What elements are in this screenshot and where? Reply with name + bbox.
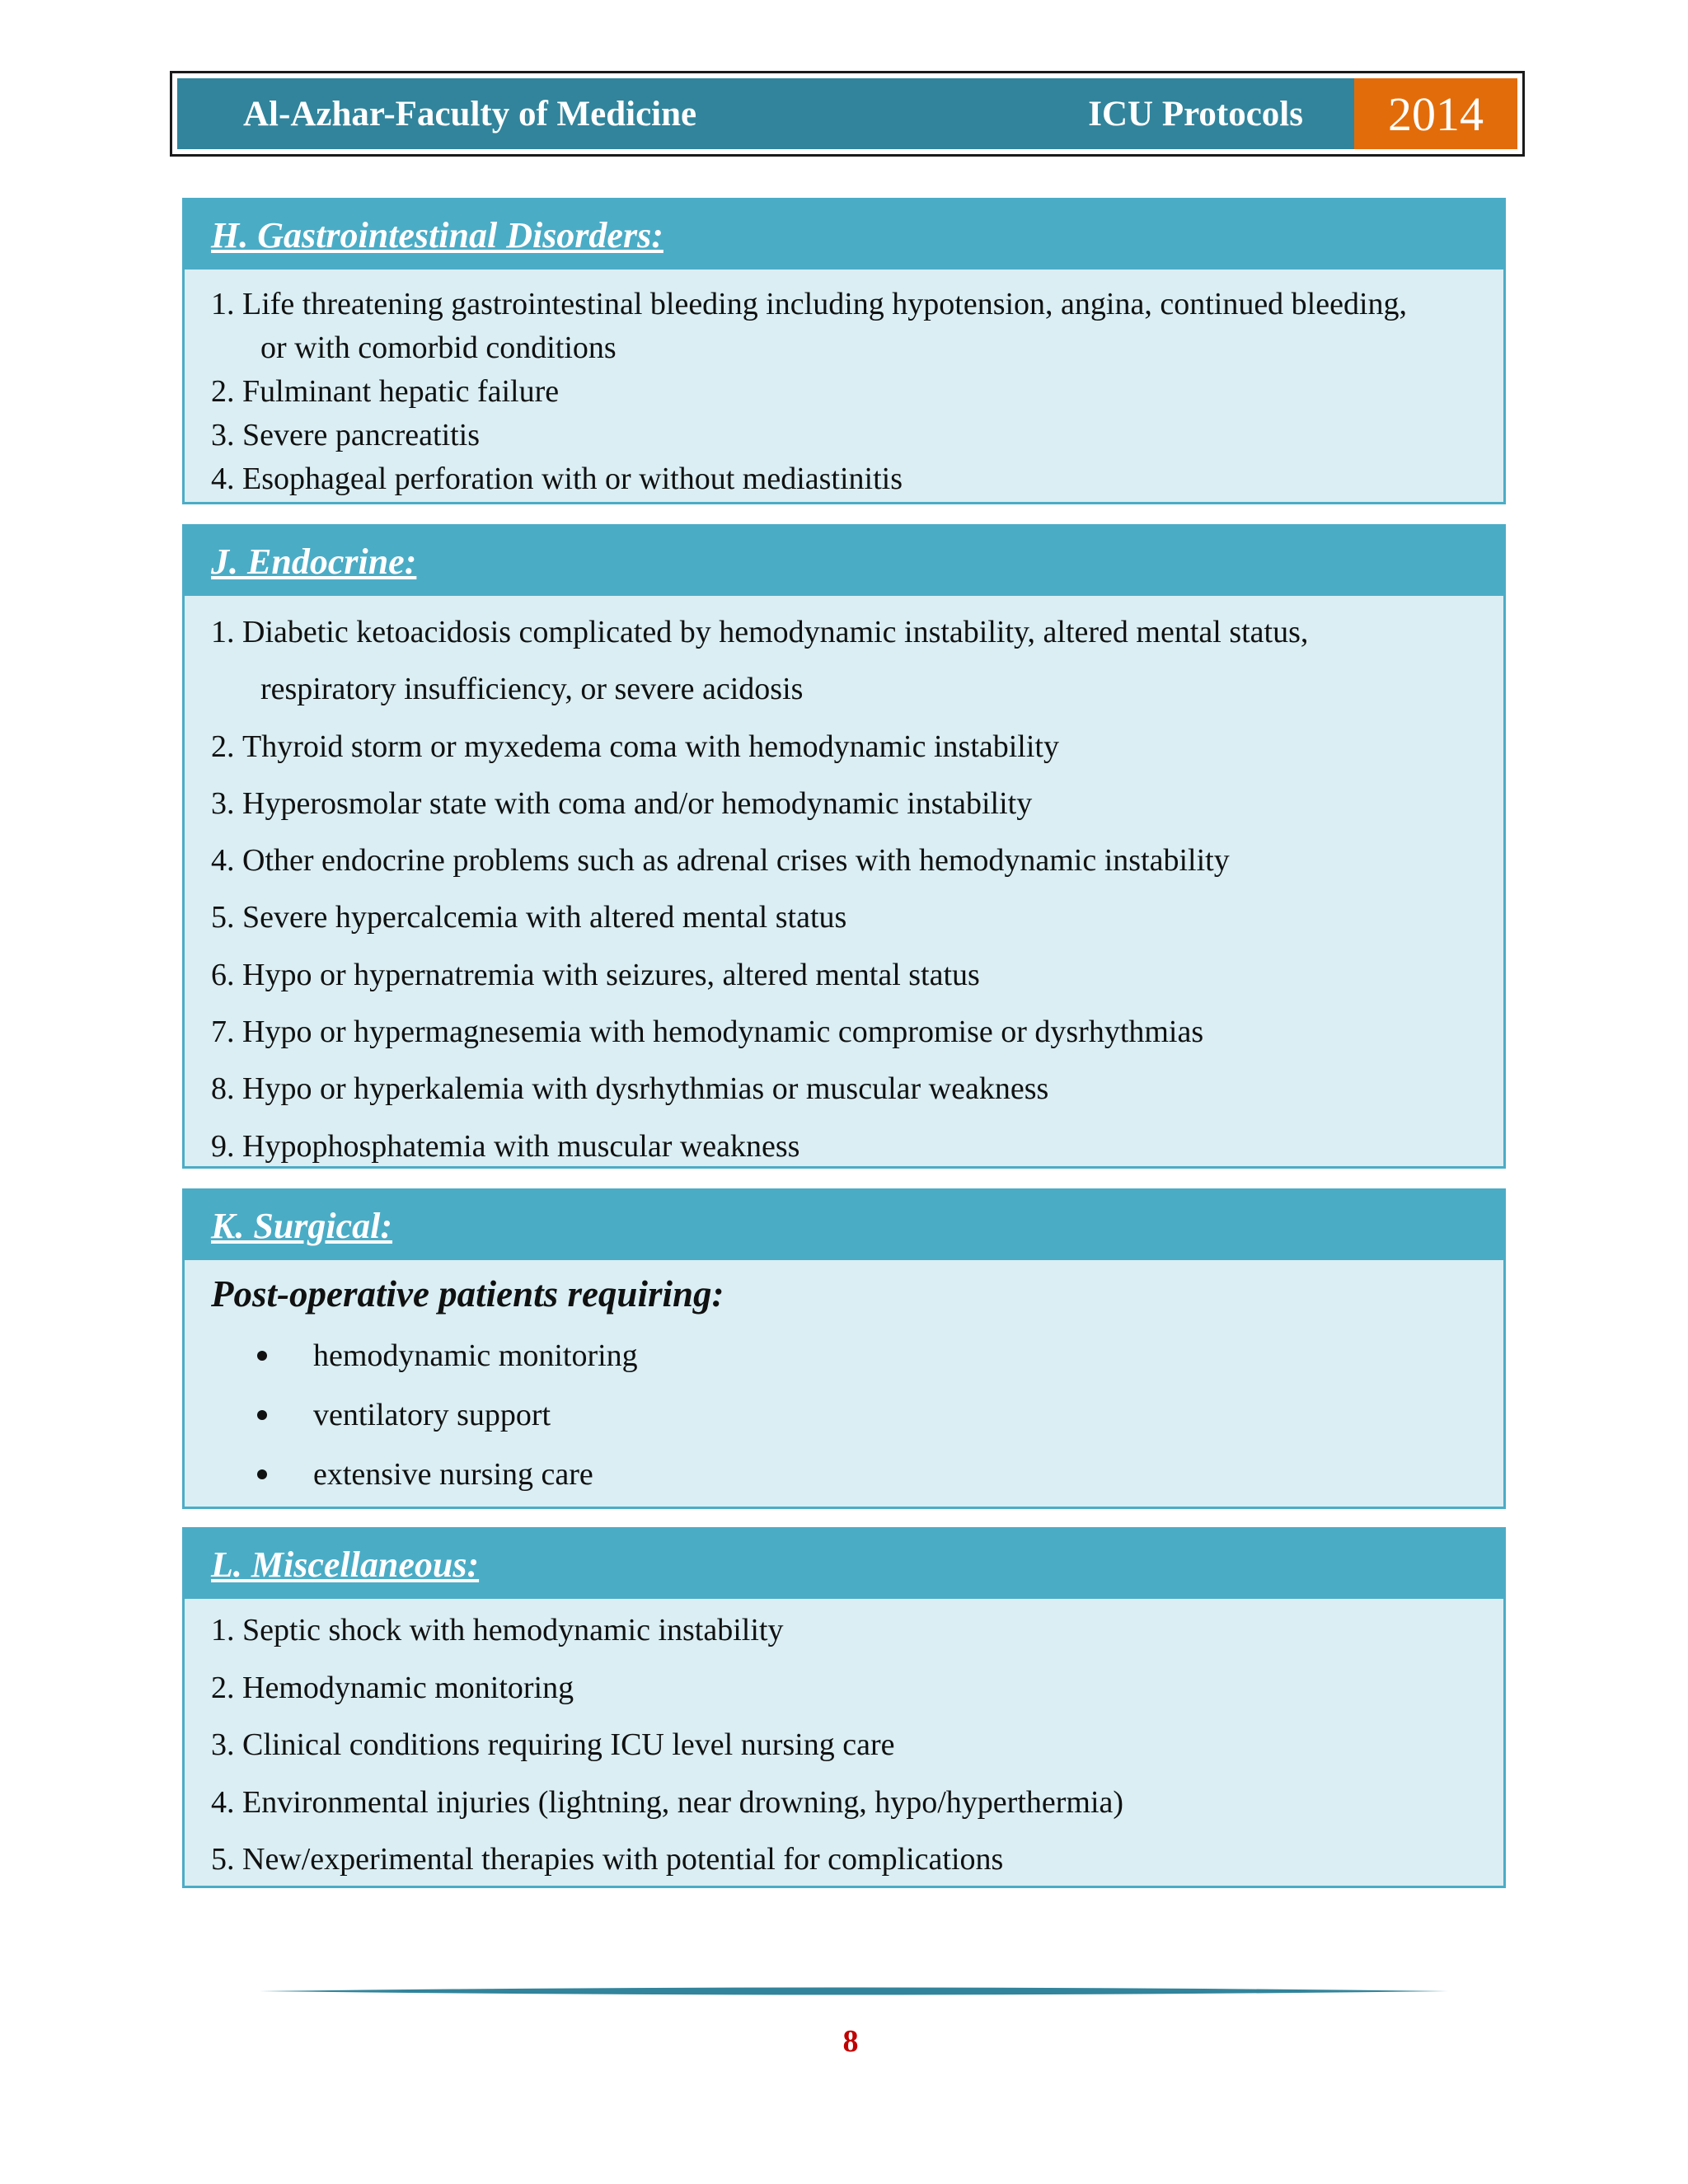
item-text: New/experimental therapies with potential for complications [242, 1842, 1004, 1877]
item-number: 4. [211, 462, 242, 496]
year-badge: 2014 [1354, 78, 1517, 149]
item-text: Hyperosmolar state with coma and/or hemodynamic instability [242, 785, 1033, 821]
item-number: 5. [211, 1842, 242, 1877]
section-body [185, 1599, 1503, 1889]
list-item [211, 947, 1479, 1004]
bullet-text: ventilatory support [313, 1398, 551, 1432]
list-item [211, 889, 1479, 946]
item-continuation: respiratory insufficiency, or severe acidosis [260, 672, 804, 707]
section-body [185, 1260, 1503, 1504]
list-item [211, 283, 1479, 326]
item-number: 1. [211, 615, 242, 649]
section-gastrointestinal [182, 198, 1506, 504]
item-number: 7. [211, 1015, 242, 1050]
item-number: 2. [211, 729, 242, 764]
section-title: H. Gastrointestinal Disorders: [211, 214, 663, 255]
page-header [170, 71, 1525, 157]
item-text: Severe pancreatitis [242, 418, 481, 452]
item-text: Hypo or hypernatremia with seizures, altered mental status [242, 957, 980, 992]
bullet-icon [257, 1469, 267, 1479]
item-number: 8. [211, 1071, 242, 1107]
document-title: ICU Protocols [1088, 94, 1303, 134]
list-item [211, 1004, 1479, 1061]
item-text: Life threatening gastrointestinal bleeding including hypotension, angina, continued bleeding, [242, 287, 1408, 321]
list-item [211, 370, 1479, 414]
list-item [211, 832, 1479, 889]
list-item [211, 1831, 1479, 1889]
list-item [211, 776, 1479, 832]
item-text: Hypo or hypermagnesemia with hemodynamic compromise or dysrhythmias [242, 1015, 1204, 1050]
bullet-item [211, 1385, 1479, 1445]
item-text: Hypo or hyperkalemia with dysrhythmias or muscular weakness [242, 1071, 1049, 1107]
item-number: 4. [211, 843, 242, 879]
bullet-text: extensive nursing care [313, 1457, 593, 1492]
item-text: Clinical conditions requiring ICU level nursing care [242, 1727, 895, 1762]
item-number: 2. [211, 374, 242, 409]
section-header [185, 1530, 1503, 1599]
item-number: 1. [211, 1613, 242, 1647]
item-number: 3. [211, 785, 242, 821]
section-body [185, 269, 1503, 501]
institution-name: Al-Azhar-Faculty of Medicine [243, 94, 697, 134]
item-text: Diabetic ketoacidosis complicated by hemodynamic instability, altered mental status, [242, 615, 1309, 649]
section-endocrine [182, 524, 1506, 1169]
item-text: Severe hypercalcemia with altered mental status [242, 900, 847, 935]
section-title: L. Miscellaneous: [211, 1544, 480, 1585]
list-item [211, 414, 1479, 457]
item-number: 2. [211, 1670, 242, 1705]
item-text: Septic shock with hemodynamic instability [242, 1613, 784, 1647]
section-header [185, 527, 1503, 596]
footer-divider [260, 1982, 1448, 2000]
list-item [211, 1118, 1479, 1175]
item-number: 3. [211, 1727, 242, 1762]
item-text: Fulminant hepatic failure [242, 374, 560, 409]
section-title: K. Surgical: [211, 1205, 393, 1246]
section-title: J. Endocrine: [211, 541, 417, 582]
item-text: Thyroid storm or myxedema coma with hemodynamic instability [242, 729, 1059, 764]
item-text: Hypophosphatemia with muscular weakness [242, 1128, 800, 1164]
page-number: 8 [842, 2024, 859, 2059]
item-text: Environmental injuries (lightning, near drowning, hypo/hyperthermia) [242, 1784, 1124, 1820]
item-number: 1. [211, 287, 242, 321]
list-item [211, 1061, 1479, 1118]
section-body [185, 596, 1503, 1175]
list-item [211, 1602, 1479, 1660]
item-text: Esophageal perforation with or without mediastinitis [242, 462, 903, 496]
subheading: Post-operative patients requiring: [211, 1273, 724, 1315]
item-text: Hemodynamic monitoring [242, 1670, 574, 1705]
item-number: 9. [211, 1128, 242, 1164]
item-text: Other endocrine problems such as adrenal crises with hemodynamic instability [242, 843, 1230, 879]
list-item [211, 1660, 1479, 1718]
section-header [185, 200, 1503, 269]
bullet-item [211, 1445, 1479, 1504]
item-number: 5. [211, 900, 242, 935]
list-item [211, 1774, 1479, 1832]
section-header [185, 1191, 1503, 1260]
bullet-item [211, 1326, 1479, 1385]
item-number: 6. [211, 957, 242, 992]
item-continuation: or with comorbid conditions [260, 330, 617, 365]
bullet-text: hemodynamic monitoring [313, 1338, 638, 1373]
list-item [211, 457, 1479, 501]
item-number: 4. [211, 1784, 242, 1820]
bullet-icon [257, 1410, 267, 1420]
bullet-icon [257, 1351, 267, 1361]
header-bar [177, 78, 1517, 149]
list-item [211, 719, 1479, 776]
list-item [211, 1717, 1479, 1774]
list-item [211, 604, 1479, 661]
section-surgical [182, 1188, 1506, 1509]
section-miscellaneous [182, 1527, 1506, 1888]
item-number: 3. [211, 418, 242, 452]
